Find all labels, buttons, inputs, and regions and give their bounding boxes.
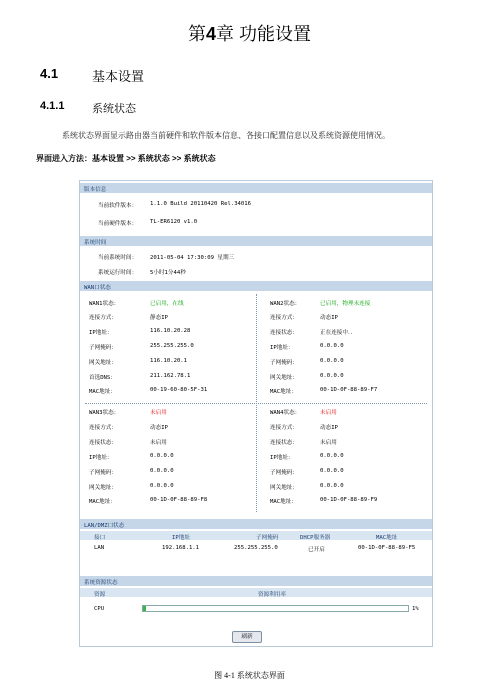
section-title: 基本设置: [92, 69, 145, 84]
resource-table-header: [80, 588, 432, 597]
wan2-status-label: WAN2状态：: [270, 301, 301, 307]
wan3-gateway-label: 网关地址：: [89, 485, 117, 491]
entry-path: 界面进入方法：基本设置 >> 系统状态 >> 系统状态: [36, 154, 216, 163]
resource-col-usage: 资源利用率: [258, 591, 286, 598]
wan3-gateway-value: 0.0.0.0: [150, 483, 174, 489]
wan1-mask-value: 255.255.255.0: [150, 343, 194, 349]
uptime-value: 5小时1分44秒: [150, 270, 186, 276]
wan4-conn-value: 动态IP: [320, 425, 338, 431]
wan1-dns-label: 首选DNS：: [89, 375, 116, 381]
wan-status-header: WAN口状态: [80, 281, 432, 291]
wan3-conn-label: 连接方式：: [89, 425, 117, 431]
wan3-ip-label: IP地址：: [89, 455, 113, 461]
cpu-label: CPU: [94, 606, 105, 612]
wan4-ip-value: 0.0.0.0: [320, 453, 344, 459]
lan-cell-mask: 255.255.255.0: [234, 544, 278, 551]
wan1-status-value: 已启用，在线: [150, 301, 184, 307]
lan-table-header: [80, 531, 432, 540]
figure-caption: 图 4-1 系统状态界面: [214, 671, 285, 680]
wan1-gateway-label: 网关地址：: [89, 360, 117, 366]
wan3-state-label: 连接状态：: [89, 440, 117, 446]
section-number: 4.1: [40, 66, 59, 81]
wan4-state-value: 未启用: [320, 440, 337, 446]
wan4-mac-value: 00-1D-0F-88-89-F9: [320, 497, 378, 503]
wan2-mask-value: 0.0.0.0: [320, 358, 344, 364]
intro-paragraph: 系统状态界面显示路由器当前硬件和软件版本信息、各接口配置信息以及系统资源使用情况。: [62, 131, 390, 140]
wan1-dns-value: 211.162.78.1: [150, 373, 191, 379]
chapter-title: 第4章 功能设置: [187, 24, 312, 44]
wan3-state-value: 未启用: [150, 440, 167, 446]
lan-cell-dhcp: 已开启: [308, 546, 325, 553]
wan1-mac-label: MAC地址：: [89, 389, 116, 395]
subsection-number: 4.1.1: [40, 100, 65, 112]
wan1-gateway-value: 116.10.20.1: [150, 358, 188, 364]
wan4-gateway-label: 网关地址：: [270, 485, 298, 491]
wan3-mac-value: 00-1D-0F-88-89-F8: [150, 497, 208, 503]
hardware-version-label: 当前硬件版本：: [98, 221, 138, 227]
wan-divider-horizontal: [85, 403, 427, 404]
lan-dmz-status-header: LAN/DMZ口状态: [80, 519, 432, 529]
hardware-version-value: TL-ER6120 v1.0: [150, 219, 198, 225]
wan2-status-value: 已启用，物理未连接: [320, 301, 371, 307]
wan4-gateway-value: 0.0.0.0: [320, 483, 344, 489]
lan-col-mask: 子网掩码: [256, 534, 279, 541]
lan-col-dhcp: DHCP服务器: [300, 534, 331, 541]
system-time-header: 系统时间: [80, 236, 432, 246]
wan1-conn-label: 连接方式：: [89, 315, 117, 321]
wan3-ip-value: 0.0.0.0: [150, 453, 174, 459]
lan-cell-mac: 00-1D-0F-88-89-F5: [358, 544, 416, 551]
lan-cell-interface: LAN: [94, 544, 105, 551]
wan3-conn-value: 动态IP: [150, 425, 168, 431]
wan2-gateway-value: 0.0.0.0: [320, 373, 344, 379]
wan3-mask-value: 0.0.0.0: [150, 468, 174, 474]
lan-col-interface: 接口: [94, 534, 106, 541]
wan4-mask-label: 子网掩码：: [270, 470, 298, 476]
wan2-mask-label: 子网掩码：: [270, 360, 298, 366]
wan2-conn-value: 动态IP: [320, 315, 338, 321]
wan1-ip-label: IP地址：: [89, 330, 113, 336]
wan2-conn-label: 连接方式：: [270, 315, 298, 321]
resource-status-header: 系统资源状态: [80, 576, 432, 586]
wan2-ip-label: IP地址：: [270, 345, 294, 351]
cpu-usage-percent: 1%: [412, 606, 419, 612]
wan3-status-label: WAN3状态：: [89, 410, 120, 416]
cpu-usage-fill: [143, 606, 146, 611]
wan3-status-value: 未启用: [150, 410, 167, 416]
wan2-mac-value: 00-1D-0F-88-89-F7: [320, 387, 378, 393]
wan1-ip-value: 116.10.20.28: [150, 328, 191, 334]
wan4-mask-value: 0.0.0.0: [320, 468, 344, 474]
system-status-panel: [79, 180, 433, 647]
wan2-ip-value: 0.0.0.0: [320, 343, 344, 349]
cpu-usage-bar: [142, 605, 409, 612]
current-time-label: 当前系统时间：: [98, 255, 138, 261]
lan-col-ip: IP地址: [172, 534, 190, 541]
wan4-mac-label: MAC地址：: [270, 499, 297, 505]
wan4-status-label: WAN4状态：: [270, 410, 301, 416]
wan1-mac-value: 00-19-60-80-5F-31: [150, 387, 208, 393]
lan-cell-ip: 192.168.1.1: [162, 544, 200, 551]
subsection-title: 系统状态: [92, 103, 136, 115]
wan4-ip-label: IP地址：: [270, 455, 294, 461]
wan4-state-label: 连接状态：: [270, 440, 298, 446]
wan2-state-label: 连接状态：: [270, 330, 298, 336]
wan3-mac-label: MAC地址：: [89, 499, 116, 505]
version-info-header: 版本信息: [80, 183, 432, 193]
wan2-state-value: 正在连接中．．: [320, 330, 357, 336]
wan1-status-label: WAN1状态：: [89, 301, 120, 307]
wan4-status-value: 未启用: [320, 410, 337, 416]
lan-col-mac: MAC地址: [376, 534, 398, 541]
software-version-value: 1.1.0 Build 20110420 Rel.34016: [150, 201, 252, 207]
uptime-label: 系统运行时间：: [98, 270, 138, 276]
wan3-mask-label: 子网掩码：: [89, 470, 117, 476]
table-row: [80, 543, 432, 552]
software-version-label: 当前软件版本：: [98, 203, 138, 209]
wan1-mask-label: 子网掩码：: [89, 345, 117, 351]
wan2-mac-label: MAC地址：: [270, 389, 297, 395]
wan2-gateway-label: 网关地址：: [270, 375, 298, 381]
wan4-conn-label: 连接方式：: [270, 425, 298, 431]
current-time-value: 2011-05-04 17:30:09 星期三: [150, 255, 235, 261]
refresh-button[interactable]: 刷新: [232, 631, 262, 643]
wan1-conn-value: 静态IP: [150, 315, 168, 321]
resource-col-name: 资源: [94, 591, 106, 598]
